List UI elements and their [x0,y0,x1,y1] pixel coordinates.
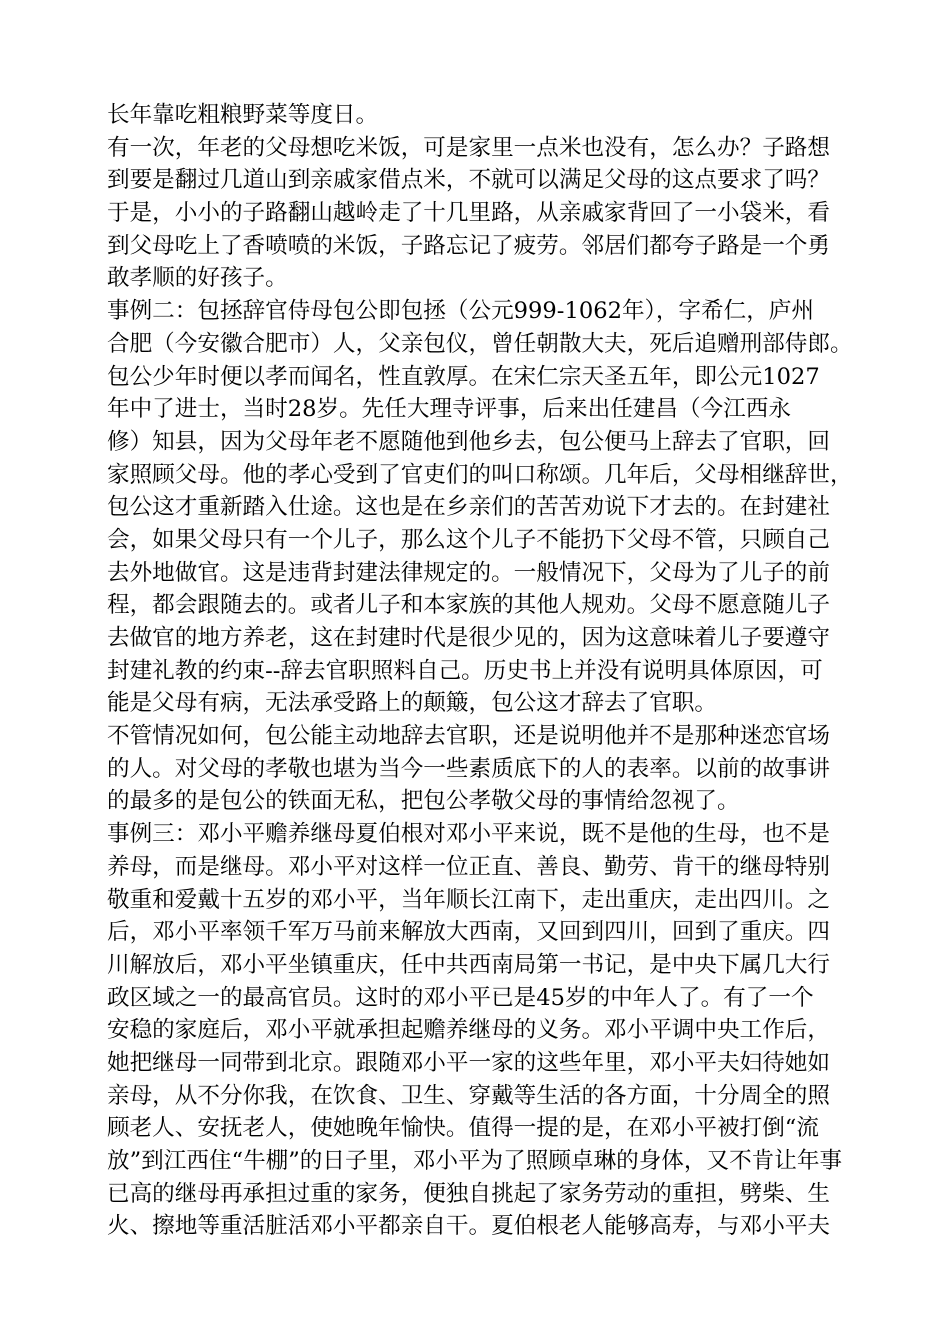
text-line: 政区域之一的最高官员。这时的邓小平已是45岁的中年人了。有了一个 [107,984,814,1011]
document-body [107,99,867,1243]
text-line: 修）知县，因为父母年老不愿随他到他乡去，包公便马上辞去了官职，回 [107,428,830,455]
text-line: 有一次，年老的父母想吃米饭，可是家里一点米也没有，怎么办？子路想 [107,134,830,161]
text-line: 的最多的是包公的铁面无私，把包公孝敬父母的事情给忽视了。 [107,788,740,815]
text-line: 事例三：邓小平赡养继母夏伯根对邓小平来说，既不是他的生母，也不是 [107,821,830,848]
text-line: 已高的继母再承担过重的家务，便独自挑起了家务劳动的重担，劈柴、生 [107,1180,830,1207]
text-line: 安稳的家庭后，邓小平就承担起赡养继母的义务。邓小平调中央工作后， [107,1017,830,1044]
text-line: 长年靠吃粗粮野菜等度日。 [107,102,379,128]
text-line: 放”到江西住“牛棚”的日子里，邓小平为了照顾卓琳的身体，又不肯让年事 [107,1148,843,1174]
text-line: 到要是翻过几道山到亲戚家借点米，不就可以满足父母的这点要求了吗？ [107,167,830,194]
text-line: 家照顾父母。他的孝心受到了官吏们的叫口称颂。几年后，父母相继辞世， [107,461,853,488]
text-line: 敬重和爱戴十五岁的邓小平，当年顺长江南下，走出重庆，走出四川。之 [107,886,830,913]
text-line: 能是父母有病，无法承受路上的颠簸，包公这才辞去了官职。 [107,690,718,717]
text-line: 事例二：包拯辞官侍母包公即包拯（公元999-1062年），字希仁，庐州 [107,298,814,325]
text-line: 于是，小小的子路翻山越岭走了十几里路，从亲戚家背回了一小袋米，看 [107,200,830,227]
text-line: 敢孝顺的好孩子。 [107,265,288,292]
text-line: 养母，而是继母。邓小平对这样一位正直、善良、勤劳、肯干的继母特别 [107,853,830,880]
text-line: 程，都会跟随去的。或者儿子和本家族的其他人规劝。父母不愿意随儿子 [107,592,830,619]
text-line: 顾老人、安抚老人，使她晚年愉快。值得一提的是，在邓小平被打倒“流 [107,1115,819,1142]
text-line: 火、擦地等重活脏活邓小平都亲自干。夏伯根老人能够高寿，与邓小平夫 [107,1213,830,1240]
text-line: 合肥（今安徽合肥市）人，父亲包仪，曾任朝散大夫，死后追赠刑部侍郎。 [107,330,853,357]
text-line: 会，如果父母只有一个儿子，那么这个儿子不能扔下父母不管，只顾自己 [107,526,830,553]
text-line: 包公少年时便以孝而闻名，性直敦厚。在宋仁宗天圣五年，即公元1027 [107,363,820,390]
text-line: 封建礼教的约束--辞去官职照料自己。历史书上并没有说明具体原因，可 [107,657,823,684]
text-line: 年中了进士，当时28岁。先任大理寺评事，后来出任建昌（今江西永 [107,396,791,423]
text-line: 的人。对父母的孝敬也堪为当今一些素质底下的人的表率。以前的故事讲 [107,755,830,782]
text-line: 去做官的地方养老，这在封建时代是很少见的，因为这意味着儿子要遵守 [107,625,830,651]
text-line: 到父母吃上了香喷喷的米饭，子路忘记了疲劳。邻居们都夸子路是一个勇 [107,232,830,259]
text-line: 她把继母一同带到北京。跟随邓小平一家的这些年里，邓小平夫妇待她如 [107,1049,830,1076]
text-line: 川解放后，邓小平坐镇重庆，任中共西南局第一书记，是中央下属几大行 [107,951,830,978]
text-line: 不管情况如何，包公能主动地辞去官职，还是说明他并不是那种迷恋官场 [107,723,830,750]
text-line: 亲母，从不分你我，在饮食、卫生、穿戴等生活的各方面，十分周全的照 [107,1082,830,1109]
text-line: 去外地做官。这是违背封建法律规定的。一般情况下，父母为了儿子的前 [107,559,830,586]
text-line: 后，邓小平率领千军万马前来解放大西南，又回到四川，回到了重庆。四 [107,919,830,946]
text-line: 包公这才重新踏入仕途。这也是在乡亲们的苦苦劝说下才去的。在封建社 [107,494,830,521]
